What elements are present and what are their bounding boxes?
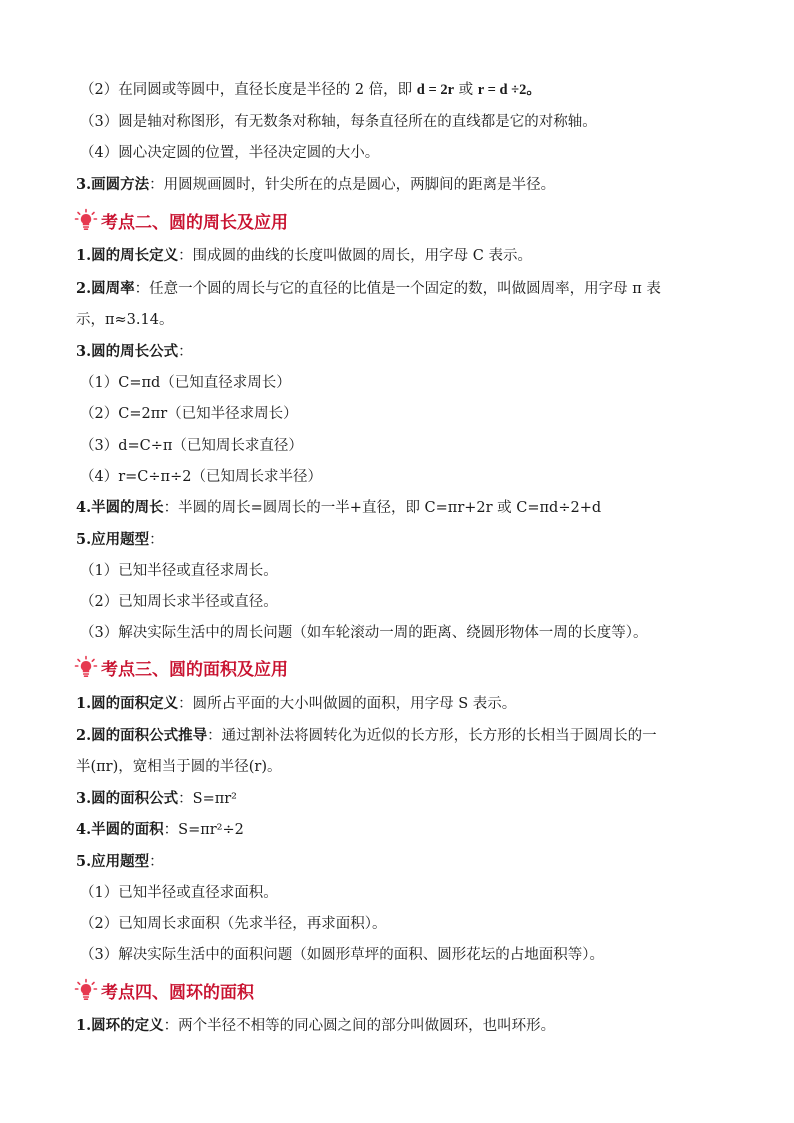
text-line: （3）圆是轴对称图形，有无数条对称轴，每条直径所在的直线都是它的对称轴。	[80, 114, 597, 130]
term-label: 3.画圆方法	[76, 176, 150, 193]
term-label: 1.圆环的定义	[76, 1017, 164, 1034]
term-label: 2.圆周率	[76, 280, 135, 297]
term-label: 4.半圆的周长	[76, 499, 164, 516]
text-segment: ：	[149, 532, 164, 548]
list-item: （2）已知周长求面积（先求半径，再求面积）。	[80, 916, 387, 932]
formula-diameter: d = 2r	[416, 82, 455, 98]
text-line	[76, 852, 724, 872]
term-label: 5.应用题型	[76, 853, 150, 870]
text-segment: 。	[526, 81, 541, 98]
lightbulb-icon	[74, 208, 98, 232]
text-line	[76, 789, 724, 809]
text-line	[76, 1016, 724, 1036]
text-line	[76, 726, 724, 746]
formula-line: （2）C=2πr（已知半径求周长）	[80, 406, 298, 422]
text-segment: 或	[454, 82, 478, 98]
term-label: 1.圆的面积定义	[76, 695, 179, 712]
text-line	[76, 694, 724, 714]
text-segment: ：用圆规画圆时，针尖所在的点是圆心，两脚间的距离是半径。	[149, 177, 556, 193]
text-line	[76, 246, 724, 266]
formula-line: （1）C=πd（已知直径求周长）	[80, 375, 291, 391]
text-segment: ：半圆的周长=圆周长的一半+直径，即 C=πr+2r 或 C=πd÷2+d	[163, 500, 602, 516]
list-item: （3）解决实际生活中的面积问题（如圆形草坪的面积、圆形花坛的占地面积等）。	[80, 947, 604, 963]
section-heading	[74, 207, 288, 233]
text-segment: ：S=πr²÷2	[163, 822, 244, 838]
list-item: （1）已知半径或直径求面积。	[80, 885, 278, 901]
formula-radius: r = d ÷2	[477, 82, 527, 98]
term-label: 5.应用题型	[76, 531, 150, 548]
text-line	[76, 498, 724, 518]
text-segment: ：S=πr²	[178, 791, 237, 807]
list-item: （2）已知周长求半径或直径。	[80, 594, 278, 610]
heading-text: 考点三、圆的面积及应用	[101, 659, 288, 680]
text-line	[76, 342, 724, 362]
text-line	[80, 80, 724, 100]
term-label: 4.半圆的面积	[76, 821, 164, 838]
text-segment: ：围成圆的曲线的长度叫做圆的周长，用字母 C 表示。	[178, 248, 532, 264]
heading-text: 考点四、圆环的面积	[101, 982, 254, 1003]
term-label: 3.圆的周长公式	[76, 343, 179, 360]
formula-line: （3）d=C÷π（已知周长求直径）	[80, 438, 303, 454]
formula-line: （4）r=C÷π÷2（已知周长求半径）	[80, 469, 322, 485]
section-heading	[74, 977, 254, 1003]
text-segment: ：任意一个圆的周长与它的直径的比值是一个固定的数，叫做圆周率，用字母 π 表	[134, 281, 661, 297]
section-heading	[74, 654, 288, 680]
text-segment: ：	[178, 344, 193, 360]
text-segment: ：两个半径不相等的同心圆之间的部分叫做圆环，也叫环形。	[163, 1018, 556, 1034]
text-line	[76, 820, 724, 840]
text-segment: ：通过割补法将圆转化为近似的长方形，长方形的长相当于圆周长的一	[207, 728, 657, 744]
text-line: （4）圆心决定圆的位置，半径决定圆的大小。	[80, 145, 380, 161]
text-line	[76, 175, 724, 195]
term-label: 3.圆的面积公式	[76, 790, 179, 807]
lightbulb-icon	[74, 655, 98, 679]
term-label: 2.圆的面积公式推导	[76, 727, 208, 744]
text-segment: ：圆所占平面的大小叫做圆的面积，用字母 S 表示。	[178, 696, 517, 712]
lightbulb-icon	[74, 978, 98, 1002]
heading-text: 考点二、圆的周长及应用	[101, 212, 288, 233]
text-line: 半(πr)，宽相当于圆的半径(r)。	[76, 759, 282, 775]
list-item: （1）已知半径或直径求周长。	[80, 563, 278, 579]
text-line	[76, 279, 724, 299]
list-item: （3）解决实际生活中的周长问题（如车轮滚动一周的距离、绕圆形物体一周的长度等）。	[80, 625, 648, 641]
text-line	[76, 530, 724, 550]
text-line: 示，π≈3.14。	[76, 312, 174, 328]
term-label: 1.圆的周长定义	[76, 247, 179, 264]
text-segment: （2）在同圆或等圆中，直径长度是半径的 2 倍，即	[80, 82, 417, 98]
text-segment: ：	[149, 854, 164, 870]
